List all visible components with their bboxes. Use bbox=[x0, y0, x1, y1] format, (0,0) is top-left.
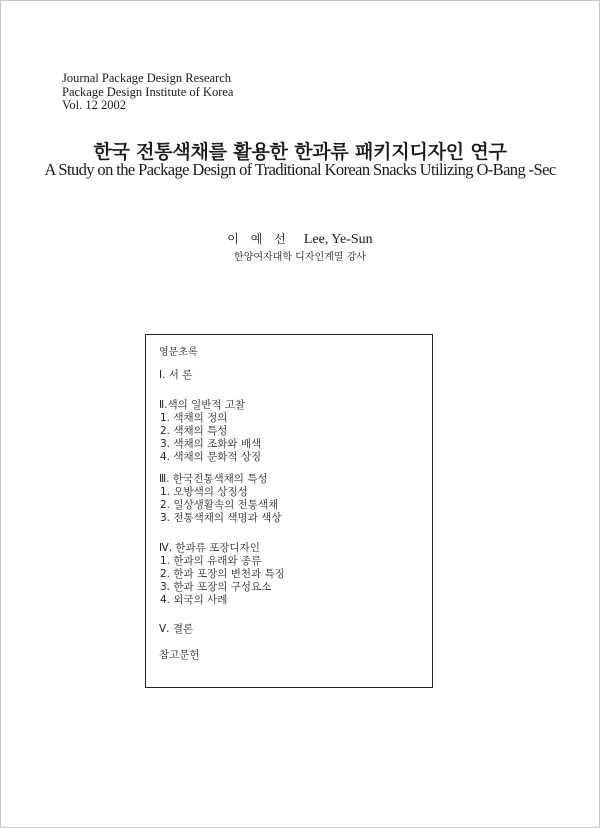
toc-section-3 bbox=[159, 473, 281, 525]
toc-item: 2. 한과 포장의 변천과 특징 bbox=[160, 568, 285, 580]
toc-item: 1. 색채의 정의 bbox=[160, 412, 228, 424]
journal-volume: Vol. 12 2002 bbox=[62, 98, 127, 112]
author-name-english: Lee, Ye-Sun bbox=[303, 232, 373, 247]
toc-section-title: Ⅴ. 결론 bbox=[159, 623, 194, 635]
toc-section-4 bbox=[159, 542, 285, 607]
toc-section-5 bbox=[159, 623, 193, 636]
author-affiliation: 한양여자대학 디자인계열 강사 bbox=[234, 252, 366, 263]
toc-item: 4. 외국의 사례 bbox=[160, 594, 228, 606]
journal-publisher: Package Design Institute of Korea bbox=[62, 84, 234, 99]
toc-section-1 bbox=[159, 369, 192, 382]
title-korean: 한국 전통색채를 활용한 한과류 패키지디자인 연구 bbox=[93, 141, 507, 163]
toc-section-title: Ⅳ. 한과류 포장디자인 bbox=[159, 542, 260, 554]
toc-heading: 영문초록 bbox=[159, 347, 198, 358]
toc-section-6 bbox=[159, 649, 200, 662]
toc-section-title: 참고문헌 bbox=[159, 649, 200, 661]
toc-section-title: Ⅱ.색의 일반적 고찰 bbox=[159, 399, 246, 411]
journal-info bbox=[62, 72, 233, 113]
toc-section-title: Ⅲ. 한국전통색채의 특성 bbox=[159, 473, 268, 485]
table-of-contents-box bbox=[145, 334, 433, 688]
author-line bbox=[0, 230, 600, 248]
toc-section-2 bbox=[159, 399, 261, 464]
table-of-contents bbox=[159, 343, 285, 661]
toc-item: 3. 한과 포장의 구성요소 bbox=[160, 581, 272, 593]
toc-item: 1. 한과의 유래와 종류 bbox=[160, 555, 262, 567]
title-english: A Study on the Package Design of Traditional Korean Snacks Utilizing O-Bang -Sec bbox=[44, 160, 556, 179]
toc-item: 2. 색채의 특성 bbox=[160, 425, 228, 437]
toc-item: 3. 전통색채의 색명과 색상 bbox=[160, 512, 282, 524]
toc-item: 1. 오방색의 상징성 bbox=[160, 486, 248, 498]
toc-item: 2. 일상생활속의 전통색채 bbox=[160, 499, 279, 511]
toc-item: 4. 색채의 문화적 상징 bbox=[160, 451, 262, 463]
toc-item: 3. 색채의 조화와 배색 bbox=[160, 438, 262, 450]
toc-section-title: Ⅰ. 서 론 bbox=[159, 369, 193, 381]
author-name-korean: 이 예 선 bbox=[227, 232, 290, 246]
journal-name: Journal Package Design Research bbox=[62, 71, 232, 85]
